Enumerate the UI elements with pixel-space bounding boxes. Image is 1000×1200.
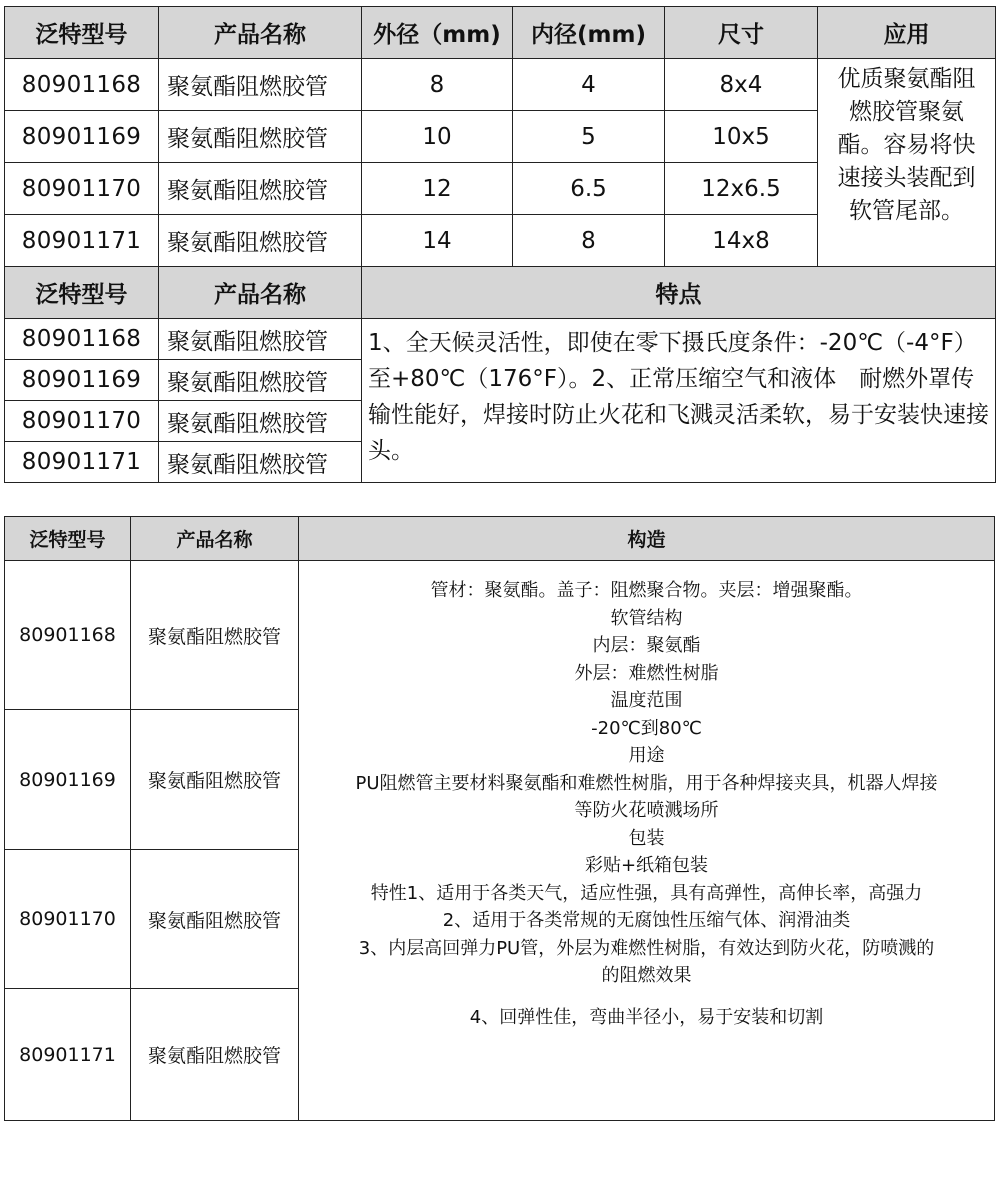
construction-line: 4、回弹性佳，弯曲半径小，易于安装和切割: [469, 1006, 824, 1028]
model-cell: 80901171: [5, 215, 159, 267]
size-cell: 14x8: [665, 215, 818, 267]
id-cell: 4: [513, 59, 665, 111]
size-cell: 10x5: [665, 111, 818, 163]
spec-table: [4, 6, 996, 483]
construction-line: PU阻燃管主要材料聚氨酯和难燃性树脂，用于各种焊接夹具，机器人焊接: [355, 772, 938, 794]
name-cell: 聚氨酯阻燃胶管: [131, 561, 299, 710]
od-cell: 8: [362, 59, 513, 111]
table-row: [5, 319, 996, 360]
header-model: 泛特型号: [5, 517, 131, 561]
construction-line: 外层：难燃性树脂: [574, 662, 719, 684]
features-cell: 1、全天候灵活性，即使在零下摄氏度条件：-20℃（-4°F）至+80℃（176°F）。2、正常压缩空气和液体 耐燃外罩传输性能好，焊接时防止火花和飞溅灵活柔软，易于安装快速接头。: [362, 319, 996, 483]
name-cell: 聚氨酯阻燃胶管: [159, 319, 362, 360]
construction-line: 包装: [628, 827, 665, 849]
construction-line: 2、适用于各类常规的无腐蚀性压缩气体、润滑油类: [442, 910, 851, 931]
spec-table-header-row: [5, 7, 996, 59]
construction-line: -20℃到80℃: [591, 717, 702, 739]
model-cell: 80901169: [5, 111, 159, 163]
model-cell: 80901169: [5, 710, 131, 850]
name-cell: 聚氨酯阻燃胶管: [159, 163, 362, 215]
model-cell: 80901171: [5, 442, 159, 483]
header-name: 产品名称: [159, 267, 362, 319]
application-cell: 优质聚氨酯阻燃胶管聚氨酯。容易将快速接头装配到软管尾部。: [818, 59, 996, 267]
model-cell: 80901171: [5, 989, 131, 1121]
name-cell: 聚氨酯阻燃胶管: [131, 850, 299, 989]
name-cell: 聚氨酯阻燃胶管: [159, 442, 362, 483]
construction-line: 温度范围: [610, 690, 683, 711]
model-cell: 80901168: [5, 319, 159, 360]
model-cell: 80901170: [5, 163, 159, 215]
construction-line: 用途: [628, 745, 665, 766]
header-outer-diameter: 外径（mm): [362, 7, 513, 59]
construction-cell: [299, 561, 995, 1121]
model-cell: 80901170: [5, 850, 131, 989]
construction-line: 内层：聚氨酯: [592, 635, 701, 656]
header-name: 产品名称: [159, 7, 362, 59]
features-header-row: [5, 267, 996, 319]
od-cell: 14: [362, 215, 513, 267]
header-name: 产品名称: [131, 517, 299, 561]
construction-table: [4, 516, 995, 1121]
name-cell: 聚氨酯阻燃胶管: [159, 360, 362, 401]
model-cell: 80901169: [5, 360, 159, 401]
construction-line: 的阻燃效果: [601, 965, 692, 986]
name-cell: 聚氨酯阻燃胶管: [131, 710, 299, 850]
construction-line: 彩贴+纸箱包装: [584, 855, 709, 876]
table-row: [5, 59, 996, 111]
construction-line: 3、内层高回弹力PU管，外层为难燃性树脂，有效达到防火花，防喷溅的: [358, 937, 935, 959]
model-cell: 80901170: [5, 401, 159, 442]
od-cell: 10: [362, 111, 513, 163]
size-cell: 12x6.5: [665, 163, 818, 215]
construction-line: 特性1、适用于各类天气，适应性强，具有高弹性，高伸长率，高强力: [370, 882, 923, 904]
header-application: 应用: [818, 7, 996, 59]
name-cell: 聚氨酯阻燃胶管: [131, 989, 299, 1121]
construction-line: 管材：聚氨酯。盖子：阻燃聚合物。夹层：增强聚酯。: [430, 580, 863, 601]
model-cell: 80901168: [5, 59, 159, 111]
construction-table-header-row: [5, 517, 995, 561]
id-cell: 6.5: [513, 163, 665, 215]
header-model: 泛特型号: [5, 267, 159, 319]
od-cell: 12: [362, 163, 513, 215]
id-cell: 8: [513, 215, 665, 267]
header-inner-diameter: 内径(mm): [513, 7, 665, 59]
name-cell: 聚氨酯阻燃胶管: [159, 401, 362, 442]
construction-line: 软管结构: [610, 607, 683, 629]
header-features: 特点: [362, 267, 996, 319]
name-cell: 聚氨酯阻燃胶管: [159, 111, 362, 163]
name-cell: 聚氨酯阻燃胶管: [159, 215, 362, 267]
model-cell: 80901168: [5, 561, 131, 710]
size-cell: 8x4: [665, 59, 818, 111]
header-size: 尺寸: [665, 7, 818, 59]
id-cell: 5: [513, 111, 665, 163]
table-row: [5, 561, 995, 710]
header-construction: 构造: [299, 517, 995, 561]
name-cell: 聚氨酯阻燃胶管: [159, 59, 362, 111]
construction-line: 等防火花喷溅场所: [574, 800, 719, 821]
header-model: 泛特型号: [5, 7, 159, 59]
